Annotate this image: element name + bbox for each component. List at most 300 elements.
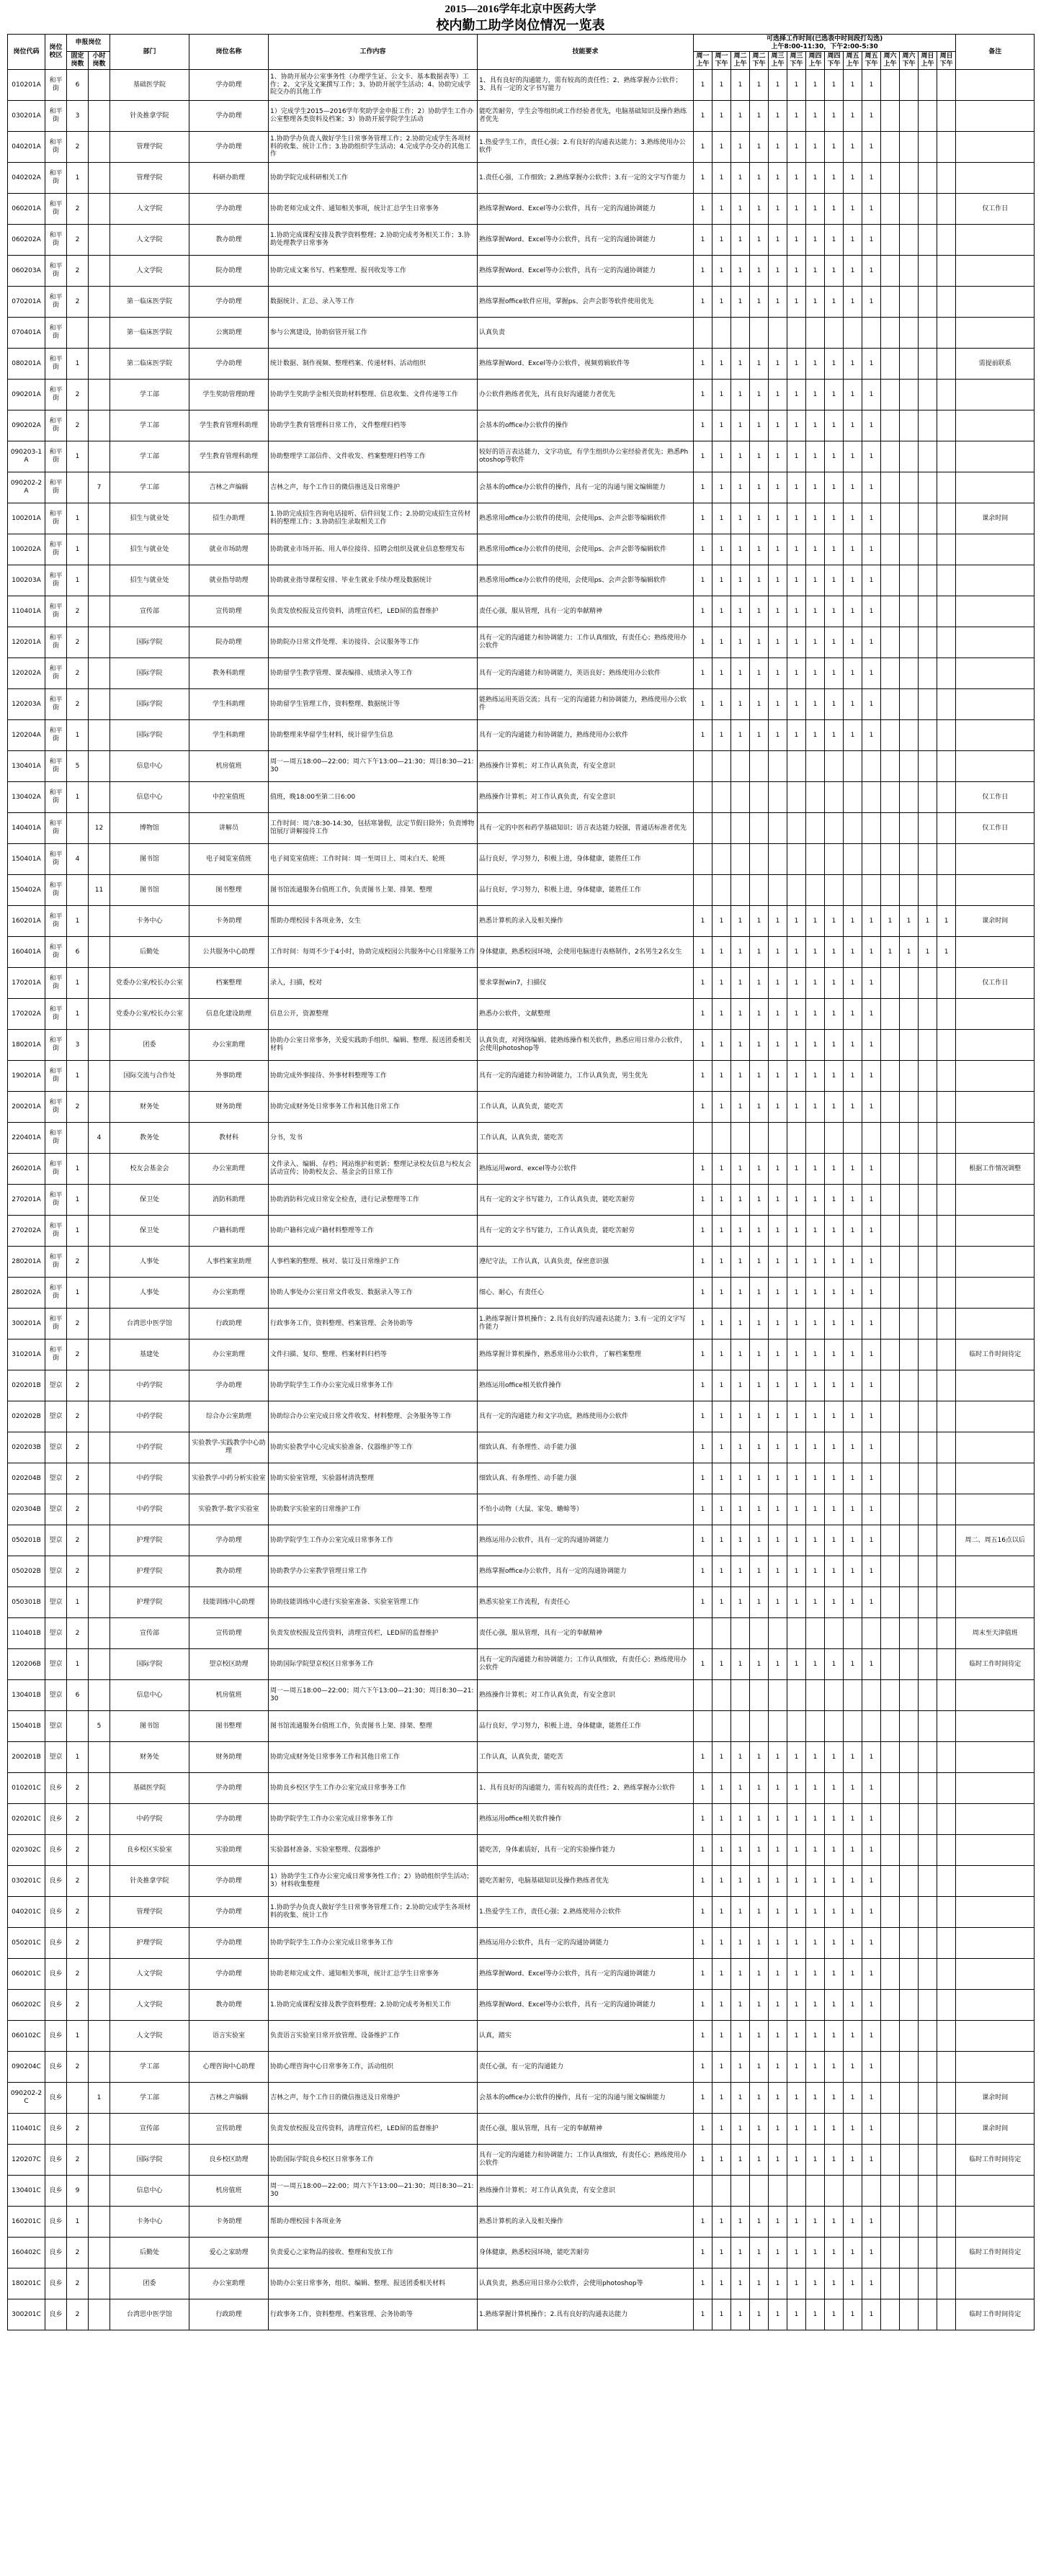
cell-slot: 1 xyxy=(712,1866,731,1897)
cell-content: 协助办公室日常事务，关爱实践助手组织、编辑、整理、报送团委相关材料 xyxy=(269,1030,478,1061)
cell-slot xyxy=(862,875,881,906)
cell-fixed: 2 xyxy=(67,1247,89,1278)
cell-slot: 1 xyxy=(750,1370,769,1401)
cell-remark xyxy=(956,658,1035,689)
cell-hourly xyxy=(89,906,110,937)
cell-slot: 1 xyxy=(750,2021,769,2052)
cell-slot: 1 xyxy=(825,720,844,751)
cell-code: 220401A xyxy=(8,1123,45,1154)
table-row xyxy=(8,380,1035,410)
cell-slot xyxy=(937,1711,956,1742)
header-slot-half: 下午 xyxy=(715,60,728,68)
cell-slot xyxy=(919,1154,937,1185)
cell-slot: 1 xyxy=(769,1773,787,1804)
cell-slot xyxy=(900,194,919,225)
cell-campus: 和平街 xyxy=(45,225,67,256)
cell-slot: 1 xyxy=(731,999,750,1030)
cell-slot: 1 xyxy=(787,968,806,999)
cell-campus: 良乡 xyxy=(45,2114,67,2145)
cell-slot xyxy=(694,751,712,782)
cell-post: 就业指导助理 xyxy=(189,565,269,596)
cell-code: 060201C xyxy=(8,1959,45,1990)
cell-hourly xyxy=(89,1897,110,1928)
cell-slot xyxy=(900,1278,919,1309)
cell-content: 负责语言实验室日常开放管理、设备维护工作 xyxy=(269,2021,478,2052)
cell-dept: 财务处 xyxy=(110,1742,189,1773)
cell-remark xyxy=(956,1216,1035,1247)
cell-dept: 第二临床医学院 xyxy=(110,349,189,380)
cell-fixed: 2 xyxy=(67,225,89,256)
cell-req: 品行良好，学习努力，积极上进，身体健康，能胜任工作 xyxy=(478,844,694,875)
header-content: 工作内容 xyxy=(269,34,478,69)
cell-post: 心理咨询中心助理 xyxy=(189,2052,269,2083)
cell-slot: 1 xyxy=(769,1928,787,1959)
cell-content: 1、协助开展办公室事务性（办理学生证、公文卡、基本数据表等）工作；2、文字及文案撰写工作；3、协助开展学生活动；4、协助完成学院交办的其他工作 xyxy=(269,70,478,101)
cell-campus: 良乡 xyxy=(45,2083,67,2114)
cell-slot: 1 xyxy=(806,1649,825,1680)
cell-slot: 1 xyxy=(750,596,769,627)
cell-post: 望京校区助理 xyxy=(189,1649,269,1680)
cell-slot: 1 xyxy=(712,1587,731,1618)
cell-slot: 1 xyxy=(937,937,956,968)
cell-remark xyxy=(956,875,1035,906)
cell-fixed: 2 xyxy=(67,2114,89,2145)
cell-slot xyxy=(862,1618,881,1649)
cell-slot: 1 xyxy=(787,194,806,225)
cell-remark xyxy=(956,1092,1035,1123)
cell-hourly: 1 xyxy=(89,2083,110,2114)
cell-slot: 1 xyxy=(694,1897,712,1928)
cell-campus: 和平街 xyxy=(45,1309,67,1339)
cell-slot: 1 xyxy=(862,565,881,596)
cell-post: 教办助理 xyxy=(189,1556,269,1587)
header-slot xyxy=(919,52,937,70)
cell-slot: 1 xyxy=(694,1525,712,1556)
cell-slot xyxy=(919,380,937,410)
cell-req: 熟悉计算机的录入及相关操作 xyxy=(478,2207,694,2238)
cell-req: 1.熟练掌握计算机操作；2.具有良好的沟通表达能力；3.有一定的文字写作能力 xyxy=(478,1309,694,1339)
cell-code: 020304B xyxy=(8,1494,45,1525)
cell-remark xyxy=(956,1030,1035,1061)
cell-slot: 1 xyxy=(769,1959,787,1990)
cell-code: 100203A xyxy=(8,565,45,596)
cell-slot: 1 xyxy=(806,472,825,503)
cell-campus: 望京 xyxy=(45,1370,67,1401)
cell-slot: 1 xyxy=(731,658,750,689)
cell-slot: 1 xyxy=(712,1494,731,1525)
cell-slot xyxy=(937,1804,956,1835)
cell-slot xyxy=(844,1711,862,1742)
cell-slot: 1 xyxy=(862,70,881,101)
cell-slot: 1 xyxy=(750,2145,769,2176)
cell-slot xyxy=(900,1370,919,1401)
cell-code: 150401A xyxy=(8,844,45,875)
cell-slot xyxy=(769,1680,787,1711)
header-schedule-title: 可选择工作时间(已选表中时间段打勾选) xyxy=(767,35,883,42)
cell-slot xyxy=(937,1030,956,1061)
cell-remark xyxy=(956,1804,1035,1835)
cell-campus: 良乡 xyxy=(45,1990,67,2021)
cell-campus: 良乡 xyxy=(45,2145,67,2176)
cell-fixed: 2 xyxy=(67,410,89,441)
cell-slot: 1 xyxy=(862,349,881,380)
cell-slot: 1 xyxy=(750,968,769,999)
cell-slot: 1 xyxy=(750,70,769,101)
cell-slot: 1 xyxy=(750,565,769,596)
cell-slot xyxy=(881,2207,900,2238)
cell-campus: 和平街 xyxy=(45,1123,67,1154)
cell-slot: 1 xyxy=(731,1216,750,1247)
cell-hourly xyxy=(89,1432,110,1463)
cell-slot: 1 xyxy=(712,689,731,720)
cell-slot: 1 xyxy=(694,225,712,256)
cell-slot xyxy=(937,70,956,101)
cell-content: 图书馆流通服务台值班工作，负责图书上架、排架、整理 xyxy=(269,875,478,906)
cell-slot xyxy=(769,782,787,813)
cell-dept: 基础医学院 xyxy=(110,1773,189,1804)
cell-slot: 1 xyxy=(712,70,731,101)
cell-slot: 1 xyxy=(694,163,712,194)
cell-slot: 1 xyxy=(787,1339,806,1370)
cell-slot: 1 xyxy=(844,1649,862,1680)
cell-post: 宣传助理 xyxy=(189,596,269,627)
cell-content: 协助实验室管理，实验器材清洗整理 xyxy=(269,1463,478,1494)
cell-slot: 1 xyxy=(787,1897,806,1928)
cell-code: 160201C xyxy=(8,2207,45,2238)
cell-slot: 1 xyxy=(712,410,731,441)
cell-slot xyxy=(731,1123,750,1154)
cell-slot: 1 xyxy=(750,410,769,441)
cell-slot: 1 xyxy=(731,534,750,565)
table-row xyxy=(8,2145,1035,2176)
cell-slot: 1 xyxy=(712,1061,731,1092)
cell-slot xyxy=(919,1494,937,1525)
cell-remark xyxy=(956,999,1035,1030)
table-row xyxy=(8,844,1035,875)
cell-code: 160201A xyxy=(8,906,45,937)
cell-slot: 1 xyxy=(787,534,806,565)
cell-slot: 1 xyxy=(806,410,825,441)
cell-slot xyxy=(919,813,937,844)
cell-slot xyxy=(919,132,937,163)
header-schedule xyxy=(694,34,956,52)
cell-dept: 宣传部 xyxy=(110,2114,189,2145)
cell-slot: 1 xyxy=(787,1401,806,1432)
cell-slot: 1 xyxy=(769,1278,787,1309)
cell-slot xyxy=(937,1185,956,1216)
cell-slot xyxy=(919,565,937,596)
cell-slot: 1 xyxy=(712,534,731,565)
cell-post: 学办助理 xyxy=(189,1928,269,1959)
cell-slot: 1 xyxy=(862,720,881,751)
cell-slot xyxy=(919,1618,937,1649)
cell-dept: 信息中心 xyxy=(110,782,189,813)
cell-slot: 1 xyxy=(806,1897,825,1928)
cell-code: 050201C xyxy=(8,1928,45,1959)
cell-slot: 1 xyxy=(712,1649,731,1680)
cell-slot: 1 xyxy=(712,225,731,256)
cell-hourly xyxy=(89,751,110,782)
cell-slot: 1 xyxy=(825,194,844,225)
cell-slot: 1 xyxy=(712,503,731,534)
cell-slot xyxy=(731,318,750,349)
cell-slot xyxy=(900,1061,919,1092)
cell-slot xyxy=(712,844,731,875)
cell-content: 协助留学生管理工作，资料整理、数据统计等 xyxy=(269,689,478,720)
cell-slot xyxy=(806,1123,825,1154)
cell-slot xyxy=(937,1339,956,1370)
table-row xyxy=(8,1711,1035,1742)
cell-slot xyxy=(919,1990,937,2021)
cell-slot: 1 xyxy=(769,287,787,318)
cell-slot: 1 xyxy=(862,472,881,503)
header-req: 技能要求 xyxy=(478,34,694,69)
cell-post: 学办助理 xyxy=(189,287,269,318)
cell-fixed: 2 xyxy=(67,1370,89,1401)
cell-slot xyxy=(731,875,750,906)
cell-slot: 1 xyxy=(769,1835,787,1866)
cell-slot: 1 xyxy=(862,1030,881,1061)
cell-remark xyxy=(956,1309,1035,1339)
cell-slot: 1 xyxy=(844,1092,862,1123)
cell-slot xyxy=(937,1278,956,1309)
cell-campus: 和平街 xyxy=(45,349,67,380)
cell-slot: 1 xyxy=(844,1185,862,1216)
cell-slot: 1 xyxy=(694,1154,712,1185)
cell-code: 110401A xyxy=(8,596,45,627)
cell-slot: 1 xyxy=(844,2083,862,2114)
cell-code: 300201C xyxy=(8,2299,45,2330)
table-row xyxy=(8,782,1035,813)
cell-slot: 1 xyxy=(750,1773,769,1804)
cell-content: 吉林之声，每个工作日的微信推送及日常维护 xyxy=(269,2083,478,2114)
cell-req: 品行良好，学习努力，积极上进，身体健康，能胜任工作 xyxy=(478,1711,694,1742)
cell-slot xyxy=(881,380,900,410)
cell-post: 图书整理 xyxy=(189,1711,269,1742)
cell-post: 行政助理 xyxy=(189,1309,269,1339)
cell-slot xyxy=(881,813,900,844)
cell-slot xyxy=(787,2176,806,2207)
cell-content: 文件录入、编辑、存档；网站维护和更新；整理记录校友信息与校友会活动宣传；协助校友会、基金会的日常工作 xyxy=(269,1154,478,1185)
cell-remark xyxy=(956,472,1035,503)
cell-content: 协助学院学生工作办公室完成日常事务工作 xyxy=(269,1525,478,1556)
cell-slot xyxy=(825,1123,844,1154)
cell-slot: 1 xyxy=(731,410,750,441)
cell-slot: 1 xyxy=(825,1432,844,1463)
cell-slot: 1 xyxy=(862,163,881,194)
cell-code: 100201A xyxy=(8,503,45,534)
cell-slot: 1 xyxy=(844,410,862,441)
cell-slot xyxy=(919,2268,937,2299)
cell-dept: 宣传部 xyxy=(110,596,189,627)
cell-slot: 1 xyxy=(862,194,881,225)
cell-slot xyxy=(900,380,919,410)
cell-slot xyxy=(881,2299,900,2330)
cell-slot xyxy=(937,534,956,565)
cell-remark xyxy=(956,2021,1035,2052)
cell-slot: 1 xyxy=(787,596,806,627)
cell-post: 办公室助理 xyxy=(189,1278,269,1309)
table-header xyxy=(8,34,1035,69)
cell-slot xyxy=(881,689,900,720)
cell-slot xyxy=(937,318,956,349)
cell-slot xyxy=(900,968,919,999)
cell-slot: 1 xyxy=(825,1990,844,2021)
cell-slot: 1 xyxy=(862,1185,881,1216)
cell-slot xyxy=(862,1123,881,1154)
header-slot-half: 下午 xyxy=(902,60,916,68)
cell-slot: 1 xyxy=(806,1804,825,1835)
cell-dept: 人文学院 xyxy=(110,194,189,225)
cell-slot: 1 xyxy=(844,1587,862,1618)
cell-campus: 和平街 xyxy=(45,937,67,968)
cell-code: 280201A xyxy=(8,1247,45,1278)
cell-content: 帮助办理校园卡各项业务 xyxy=(269,2207,478,2238)
cell-slot: 1 xyxy=(825,2207,844,2238)
cell-post: 招生办助理 xyxy=(189,503,269,534)
cell-hourly xyxy=(89,1990,110,2021)
cell-slot: 1 xyxy=(787,1773,806,1804)
cell-post: 语言实验室 xyxy=(189,2021,269,2052)
cell-hourly xyxy=(89,1525,110,1556)
cell-remark xyxy=(956,410,1035,441)
table-row xyxy=(8,1030,1035,1061)
cell-slot: 1 xyxy=(694,410,712,441)
cell-slot xyxy=(881,2176,900,2207)
cell-slot xyxy=(919,2083,937,2114)
cell-slot: 1 xyxy=(750,1463,769,1494)
cell-slot: 1 xyxy=(787,441,806,472)
cell-slot xyxy=(750,751,769,782)
cell-code: 200201B xyxy=(8,1742,45,1773)
cell-slot: 1 xyxy=(787,565,806,596)
cell-slot xyxy=(919,1649,937,1680)
cell-slot: 1 xyxy=(787,2207,806,2238)
cell-slot xyxy=(919,875,937,906)
cell-post: 办公室助理 xyxy=(189,1339,269,1370)
cell-slot: 1 xyxy=(731,287,750,318)
table-row xyxy=(8,70,1035,101)
cell-slot: 1 xyxy=(806,287,825,318)
cell-content: 协助心理咨询中心日常事务工作，活动组织 xyxy=(269,2052,478,2083)
table-row xyxy=(8,2268,1035,2299)
cell-hourly xyxy=(89,1804,110,1835)
header-code: 岗位代码 xyxy=(8,34,45,69)
cell-slot: 1 xyxy=(862,2052,881,2083)
cell-slot: 1 xyxy=(694,503,712,534)
cell-slot: 1 xyxy=(806,534,825,565)
header-slot xyxy=(731,52,750,70)
cell-slot: 1 xyxy=(844,1990,862,2021)
cell-post: 教务科助理 xyxy=(189,658,269,689)
cell-slot: 1 xyxy=(731,380,750,410)
header-slot-day: 周二 xyxy=(733,53,747,60)
cell-slot: 1 xyxy=(769,906,787,937)
cell-slot: 1 xyxy=(844,968,862,999)
cell-slot: 1 xyxy=(862,1928,881,1959)
cell-slot: 1 xyxy=(712,132,731,163)
cell-content: 分书，发书 xyxy=(269,1123,478,1154)
cell-slot: 1 xyxy=(862,689,881,720)
cell-req: 1.熟练掌握计算机操作；2.具有良好的沟通表达能力 xyxy=(478,2299,694,2330)
cell-code: 020202B xyxy=(8,1401,45,1432)
cell-code: 040201A xyxy=(8,132,45,163)
cell-slot xyxy=(694,2176,712,2207)
cell-slot xyxy=(881,1897,900,1928)
cell-slot: 1 xyxy=(787,906,806,937)
cell-req: 较好的语言表达能力，文字功底，有学生组织办公室经验者优先；熟悉Photoshop等软件 xyxy=(478,441,694,472)
cell-slot: 1 xyxy=(862,132,881,163)
cell-slot: 1 xyxy=(712,256,731,287)
cell-hourly xyxy=(89,1680,110,1711)
cell-slot: 1 xyxy=(825,1804,844,1835)
cell-remark xyxy=(956,132,1035,163)
cell-post: 人事档案室助理 xyxy=(189,1247,269,1278)
cell-slot: 1 xyxy=(731,132,750,163)
cell-slot: 1 xyxy=(787,1742,806,1773)
cell-hourly xyxy=(89,2021,110,2052)
cell-post: 办公室助理 xyxy=(189,1154,269,1185)
cell-slot xyxy=(900,1804,919,1835)
cell-slot: 1 xyxy=(844,565,862,596)
cell-slot: 1 xyxy=(750,627,769,658)
cell-slot: 1 xyxy=(844,441,862,472)
cell-slot xyxy=(937,813,956,844)
cell-dept: 中药学院 xyxy=(110,1463,189,1494)
cell-slot: 1 xyxy=(825,256,844,287)
cell-slot: 1 xyxy=(712,2114,731,2145)
cell-slot: 1 xyxy=(825,2238,844,2268)
cell-slot: 1 xyxy=(844,2052,862,2083)
cell-hourly xyxy=(89,1185,110,1216)
cell-slot: 1 xyxy=(731,349,750,380)
cell-post: 宣传助理 xyxy=(189,2114,269,2145)
header-slot-half: 下午 xyxy=(790,60,803,68)
cell-campus: 望京 xyxy=(45,1587,67,1618)
cell-content: 负责发放校报及宣传资料，清理宣传栏，LED屏的监督维护 xyxy=(269,2114,478,2145)
cell-slot xyxy=(731,782,750,813)
cell-slot: 1 xyxy=(769,1742,787,1773)
cell-fixed: 2 xyxy=(67,1990,89,2021)
cell-slot xyxy=(769,844,787,875)
cell-slot: 1 xyxy=(731,2145,750,2176)
cell-slot: 1 xyxy=(694,2114,712,2145)
cell-hourly xyxy=(89,163,110,194)
cell-slot xyxy=(937,101,956,132)
cell-slot xyxy=(694,844,712,875)
cell-slot: 1 xyxy=(806,689,825,720)
cell-fixed: 2 xyxy=(67,689,89,720)
cell-req: 1.热爱学生工作，责任心强；2.熟练使用办公软件 xyxy=(478,1897,694,1928)
cell-fixed: 1 xyxy=(67,1278,89,1309)
cell-post: 机房值班 xyxy=(189,2176,269,2207)
cell-slot: 1 xyxy=(787,1216,806,1247)
cell-slot xyxy=(919,2238,937,2268)
cell-slot xyxy=(919,1897,937,1928)
cell-slot xyxy=(881,1835,900,1866)
cell-slot: 1 xyxy=(825,1773,844,1804)
cell-fixed: 2 xyxy=(67,1432,89,1463)
cell-slot xyxy=(900,2238,919,2268)
cell-slot: 1 xyxy=(731,906,750,937)
table-row xyxy=(8,2021,1035,2052)
cell-dept: 后勤处 xyxy=(110,2238,189,2268)
cell-slot xyxy=(919,1247,937,1278)
cell-req: 熟练掌握Word、Excel等办公软件，具有一定的沟通协调能力 xyxy=(478,225,694,256)
cell-slot xyxy=(769,751,787,782)
cell-fixed: 2 xyxy=(67,287,89,318)
cell-slot xyxy=(862,1680,881,1711)
